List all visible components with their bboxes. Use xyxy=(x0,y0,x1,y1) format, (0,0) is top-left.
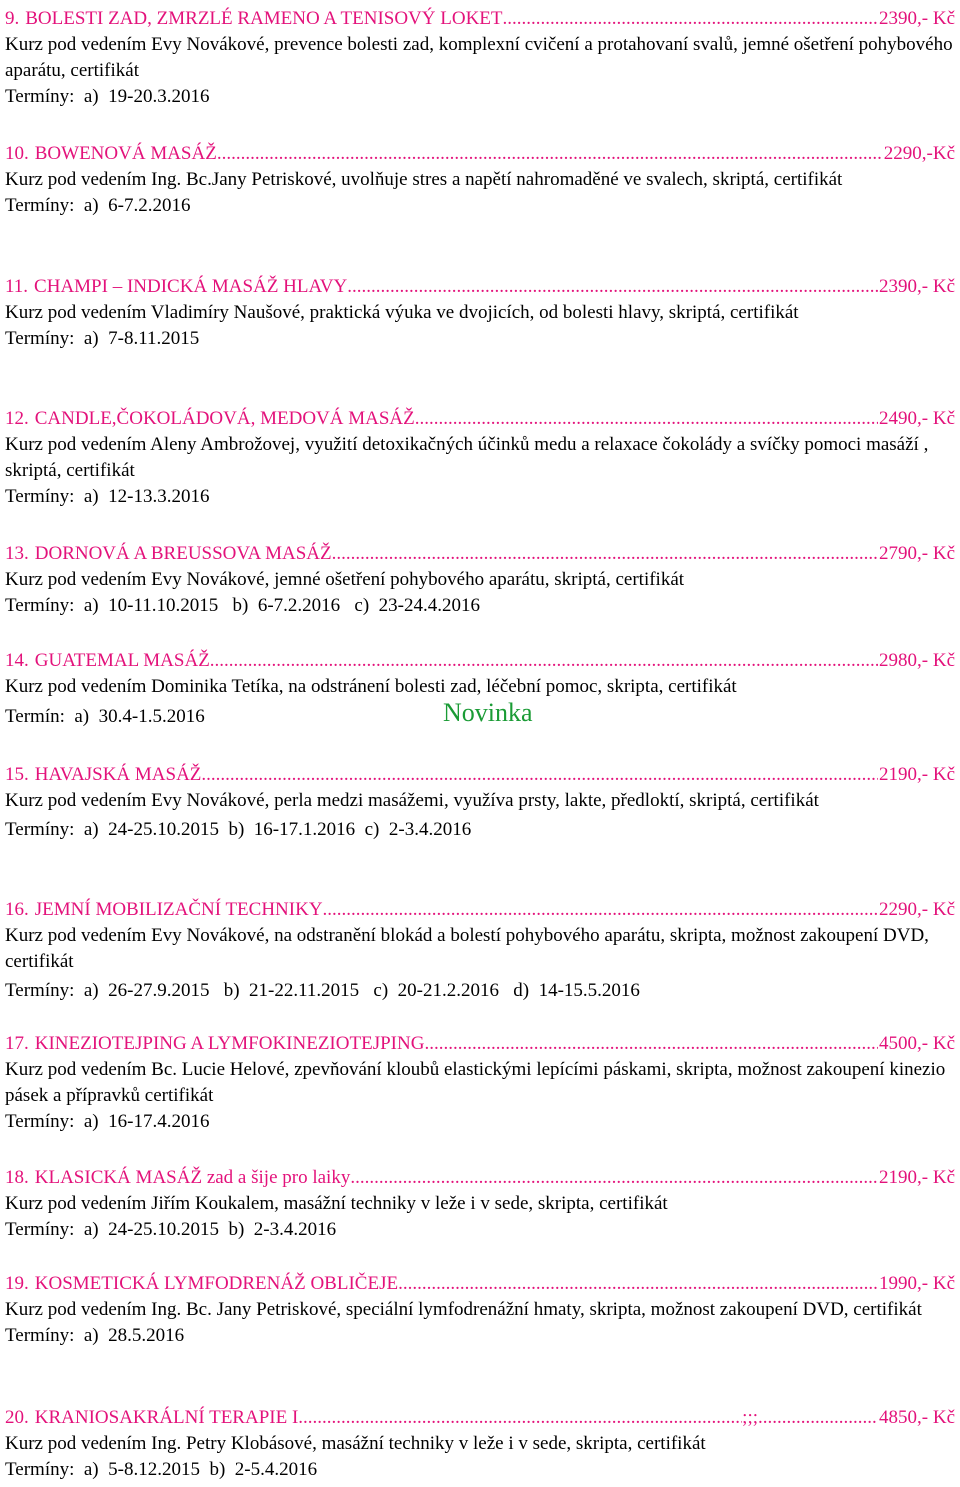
course-number: 19. xyxy=(5,1273,29,1294)
course-title: BOLESTI ZAD, ZMRZLÉ RAMENO A TENISOVÝ LOKET xyxy=(25,8,503,29)
course-description: Kurz pod vedením Evy Novákové, na odstranění blokád a bolestí pohybového aparátu, skripta, možnost zakoupení DVD, certifikát xyxy=(5,925,929,972)
course-item xyxy=(5,6,955,110)
course-number: 16. xyxy=(5,899,29,920)
course-item xyxy=(5,541,955,619)
course-number: 13. xyxy=(5,543,29,564)
course-number: 14. xyxy=(5,650,29,671)
course-price: 2190,- Kč xyxy=(879,764,955,785)
leader-dots xyxy=(323,897,878,923)
course-terms-row xyxy=(5,698,955,730)
course-terms: Termíny: a) 24-25.10.2015 b) 16-17.1.2016 c) 2-3.4.2016 xyxy=(5,819,472,840)
course-item xyxy=(5,274,955,352)
course-title: HAVAJSKÁ MASÁŽ xyxy=(34,764,202,785)
leader-dots xyxy=(298,1405,742,1431)
course-description: Kurz pod vedením Evy Novákové, perla medzi masážemi, využíva prsty, lakte, předloktí, skriptá, certifikát xyxy=(5,790,819,811)
course-description: Kurz pod vedením Evy Novákové, jemné ošetření pohybového aparátu, skriptá, certifikát xyxy=(5,569,685,590)
new-badge: Novinka xyxy=(443,698,533,727)
leader-dots xyxy=(332,541,878,567)
course-terms: Termíny: a) 28.5.2016 xyxy=(5,1325,185,1346)
course-title: CANDLE,ČOKOLÁDOVÁ, MEDOVÁ MASÁŽ xyxy=(34,408,415,429)
course-terms: Termíny: a) 19-20.3.2016 xyxy=(5,86,210,107)
course-header xyxy=(5,762,955,788)
course-item xyxy=(5,897,955,1004)
leader-dots xyxy=(758,1405,878,1431)
leader-dots xyxy=(210,648,878,674)
course-description: Kurz pod vedením Vladimíry Naušové, praktická výuka ve dvojicích, od bolesti hlavy, skriptá, certifikát xyxy=(5,302,799,323)
leader-dots xyxy=(347,274,878,300)
course-number: 9. xyxy=(5,8,20,29)
course-header xyxy=(5,1031,955,1057)
course-header xyxy=(5,1165,955,1191)
leader-dots xyxy=(350,1165,878,1191)
course-item xyxy=(5,762,955,843)
course-title: KLASICKÁ MASÁŽ zad a šije pro laiky xyxy=(34,1167,351,1188)
course-number: 10. xyxy=(5,143,29,164)
course-number: 18. xyxy=(5,1167,29,1188)
course-price: 2980,- Kč xyxy=(879,650,955,671)
course-item xyxy=(5,1031,955,1135)
course-title: CHAMPI – INDICKÁ MASÁŽ HLAVY xyxy=(34,276,348,297)
leader-dots xyxy=(201,762,878,788)
course-price: 4850,- Kč xyxy=(879,1407,955,1428)
course-terms: Termíny: a) 6-7.2.2016 xyxy=(5,195,191,216)
course-price: 2490,- Kč xyxy=(879,408,955,429)
course-title: BOWENOVÁ MASÁŽ xyxy=(34,143,217,164)
course-title: KOSMETICKÁ LYMFODRENÁŽ OBLIČEJE xyxy=(34,1273,399,1294)
course-price: 2190,- Kč xyxy=(879,1167,955,1188)
course-title: JEMNÍ MOBILIZAČNÍ TECHNIKY xyxy=(34,899,323,920)
course-price: 2290,-Kč xyxy=(883,143,955,164)
course-price: 2390,- Kč xyxy=(879,276,955,297)
course-header xyxy=(5,141,955,167)
course-description: Kurz pod vedením Ing. Bc.Jany Petriskové, uvolňuje stres a napětí nahromaděné ve svalech, skriptá, certifikát xyxy=(5,169,843,190)
course-item xyxy=(5,406,955,510)
course-terms: Termíny: a) 24-25.10.2015 b) 2-3.4.2016 xyxy=(5,1219,337,1240)
course-number: 15. xyxy=(5,764,29,785)
course-title: DORNOVÁ A BREUSSOVA MASÁŽ xyxy=(34,543,332,564)
course-title: GUATEMAL MASÁŽ xyxy=(34,650,210,671)
course-description: Kurz pod vedením Aleny Ambrožovej, využití detoxikačných účinků medu a relaxace čokolády a svíčky pomoci masáží , skriptá, certifikát xyxy=(5,434,929,481)
course-terms: Termíny: a) 5-8.12.2015 b) 2-5.4.2016 xyxy=(5,1459,318,1480)
course-terms: Termíny: a) 10-11.10.2015 b) 6-7.2.2016 c) 23-24.4.2016 xyxy=(5,595,480,616)
leader-dots xyxy=(398,1271,878,1297)
course-header xyxy=(5,274,955,300)
course-description: Kurz pod vedením Ing. Bc. Jany Petriskové, speciální lymfodrenážní hmaty, skripta, možnost zakoupení DVD, certifikát xyxy=(5,1299,922,1320)
course-header xyxy=(5,406,955,432)
course-terms: Termíny: a) 7-8.11.2015 xyxy=(5,328,200,349)
course-description: Kurz pod vedením Dominika Tetíka, na odstránení bolesti zad, léčební pomoc, skripta, certifikát xyxy=(5,676,737,697)
course-terms: Termíny: a) 16-17.4.2016 xyxy=(5,1111,210,1132)
course-header xyxy=(5,541,955,567)
course-description: Kurz pod vedením Ing. Petry Klobásové, masážní techniky v leže i v sede, skripta, certifikát xyxy=(5,1433,706,1454)
course-header xyxy=(5,1271,955,1297)
course-terms: Termíny: a) 12-13.3.2016 xyxy=(5,486,210,507)
course-item xyxy=(5,1165,955,1243)
course-title: KINEZIOTEJPING A LYMFOKINEZIOTEJPING xyxy=(34,1033,425,1054)
leader-dots xyxy=(424,1031,878,1057)
course-header xyxy=(5,897,955,923)
course-price: 1990,- Kč xyxy=(879,1273,955,1294)
leader-dots xyxy=(415,406,878,432)
course-title-extra: ;;; xyxy=(742,1407,759,1428)
course-item xyxy=(5,1271,955,1349)
course-item xyxy=(5,648,955,730)
leader-dots xyxy=(217,141,883,167)
course-price: 2390,- Kč xyxy=(879,8,955,29)
course-header xyxy=(5,648,955,674)
course-terms: Termíny: a) 26-27.9.2015 b) 21-22.11.2015 c) 20-21.2.2016 d) 14-15.5.2016 xyxy=(5,980,640,1001)
course-number: 11. xyxy=(5,276,29,297)
course-price: 4500,- Kč xyxy=(879,1033,955,1054)
course-price: 2790,- Kč xyxy=(879,543,955,564)
course-title: KRANIOSAKRÁLNÍ TERAPIE I xyxy=(34,1407,299,1428)
course-price: 2290,- Kč xyxy=(879,899,955,920)
course-description: Kurz pod vedením Evy Novákové, prevence bolesti zad, komplexní cvičení a protahovaní svalů, jemné ošetření pohybového aparátu, certifikát xyxy=(5,34,953,81)
course-header xyxy=(5,1405,955,1431)
course-terms: Termín: a) 30.4-1.5.2016 xyxy=(5,706,205,727)
course-item xyxy=(5,141,955,219)
course-number: 12. xyxy=(5,408,29,429)
leader-dots xyxy=(503,6,879,32)
course-header xyxy=(5,6,955,32)
course-description: Kurz pod vedením Bc. Lucie Helové, zpevňování kloubů elastickými lepícími páskami, skripta, možnost zakoupení kinezio pásek a přípravků certifikát xyxy=(5,1059,946,1106)
course-number: 17. xyxy=(5,1033,29,1054)
course-item xyxy=(5,1405,955,1483)
course-description: Kurz pod vedením Jiřím Koukalem, masážní techniky v leže i v sede, skripta, certifikát xyxy=(5,1193,668,1214)
course-number: 20. xyxy=(5,1407,29,1428)
